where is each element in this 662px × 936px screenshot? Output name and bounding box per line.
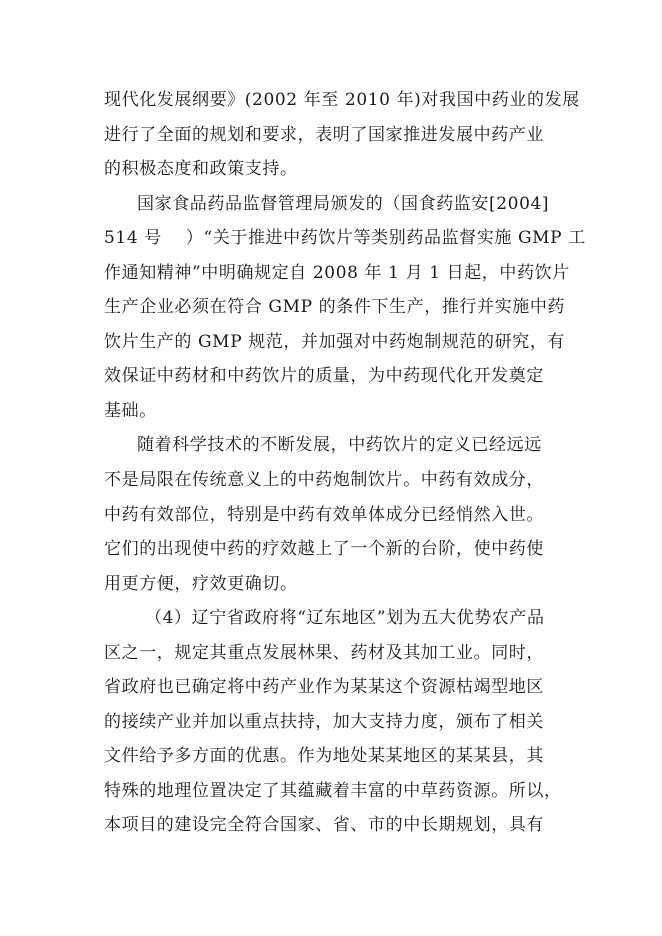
text-line: 514 号 ）“关于推进中药饮片等类别药品监督实施 GMP 工 bbox=[104, 228, 586, 248]
text-line: 本项目的建设完全符合国家、省、市的中长期规划，具有 bbox=[104, 815, 544, 835]
text-line: 中药有效部位，特别是中药有效单体成分已经悄然入世。 bbox=[104, 505, 544, 525]
text-line: 饮片生产的 GMP 规范，并加强对中药炮制规范的研究，有 bbox=[104, 332, 566, 352]
text-line: 它们的出现使中药的疗效越上了一个新的台阶，使中药使 bbox=[104, 539, 544, 559]
text-line: 特殊的地理位置决定了其蕴藏着丰富的中草药资源。所以， bbox=[104, 781, 562, 801]
text-line: 的接续产业并加以重点扶持，加大支持力度，颁布了相关 bbox=[104, 712, 544, 732]
text-line: 进行了全面的规划和要求，表明了国家推进发展中药产业 bbox=[104, 125, 544, 145]
text-line: 用更方便，疗效更确切。 bbox=[104, 574, 298, 594]
text-line: 区之一，规定其重点发展林果、药材及其加工业。同时， bbox=[104, 643, 544, 663]
text-line: 省政府也已确定将中药产业作为某某这个资源枯竭型地区 bbox=[104, 677, 544, 697]
paragraph-first-line: （4）辽宁省政府将“辽东地区”划为五大优势农产品 bbox=[145, 608, 545, 628]
text-line: 不是局限在传统意义上的中药炮制饮片。中药有效成分， bbox=[104, 470, 544, 490]
text-line: 现代化发展纲要》(2002 年至 2010 年)对我国中药业的发展 bbox=[104, 90, 580, 110]
text-line: 效保证中药材和中药饮片的质量，为中药现代化开发奠定 bbox=[104, 366, 544, 386]
text-line: 生产企业必须在符合 GMP 的条件下生产，推行并实施中药 bbox=[104, 297, 566, 317]
text-line: 基础。 bbox=[104, 401, 157, 421]
text-line: 作通知精神”中明确规定自 2008 年 1 月 1 日起，中药饮片 bbox=[104, 263, 570, 283]
paragraph-first-line: 随着科学技术的不断发展，中药饮片的定义已经远远 bbox=[137, 435, 542, 455]
paragraph-first-line: 国家食品药品监督管理局颁发的（国食药监安[2004] bbox=[137, 194, 550, 214]
text-line: 的积极态度和政策支持。 bbox=[104, 159, 298, 179]
text-line: 文件给予多方面的优惠。作为地处某某地区的某某县，其 bbox=[104, 746, 544, 766]
